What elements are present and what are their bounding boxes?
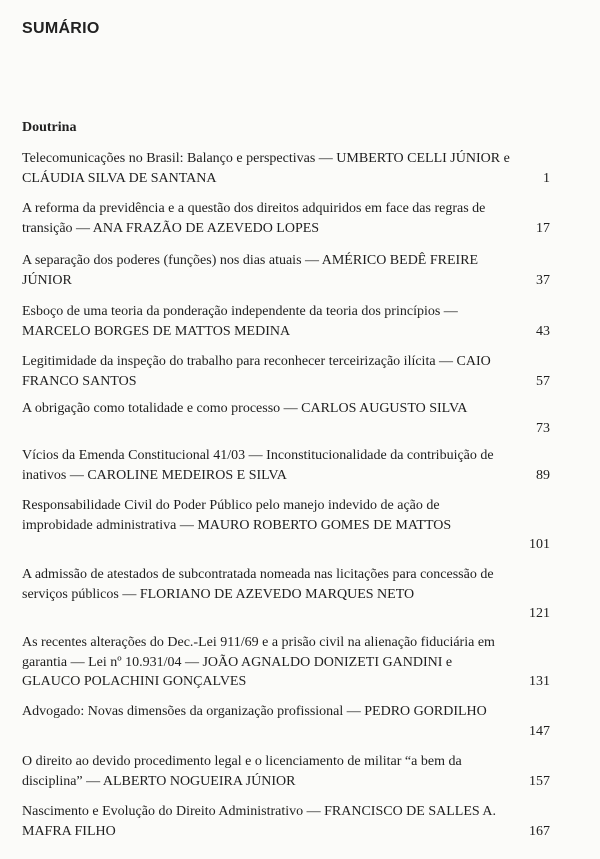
toc-entry [22, 752, 550, 791]
entry-page-number: 1 [543, 170, 550, 186]
entry-title: A separação dos poderes (funções) nos dias atuais — AMÉRICO BEDÊ FREIRE JÚNIOR [22, 253, 479, 288]
toc-entry [22, 352, 550, 391]
toc-entry [22, 802, 550, 841]
page-title: SUMÁRIO [22, 20, 100, 37]
toc-entry [22, 399, 550, 438]
entry-page-number: 43 [536, 323, 550, 339]
toc-entry [22, 496, 550, 554]
entry-page-number: 17 [536, 220, 550, 236]
entry-title: O direito ao devido procedimento legal e o licenciamento de militar “a bem da disciplina” — ALBERTO NOGUEIRA JÚNIOR [22, 754, 462, 789]
entry-title: Legitimidade da inspeção do trabalho para reconhecer terceirização ilícita — CAIO FRANCO SANTOS [22, 354, 491, 389]
table-of-contents [22, 149, 550, 852]
entry-title: A admissão de atestados de subcontratada nomeada nas licitações para concessão de serviços públicos — FLORIANO DE AZEVEDO MARQUES NETO [22, 567, 494, 602]
entry-page-number: 57 [536, 373, 550, 389]
entry-page-number: 101 [529, 536, 550, 552]
entry-title: Nascimento e Evolução do Direito Administrativo — FRANCISCO DE SALLES A. MAFRA FILHO [22, 804, 497, 839]
entry-title: Esboço de uma teoria da ponderação independente da teoria dos princípios — MARCELO BORGES DE MATTOS MEDINA [22, 304, 458, 339]
entry-title: Responsabilidade Civil do Poder Público pelo manejo indevido de ação de improbidade administrativa — MAURO ROBERTO GOMES DE MATTOS [22, 498, 452, 533]
entry-title: A obrigação como totalidade e como processo — CARLOS AUGUSTO SILVA [22, 401, 468, 416]
entry-title: A reforma da previdência e a questão dos direitos adquiridos em face das regras de transição — ANA FRAZÃO DE AZEVEDO LOPES [22, 201, 486, 236]
toc-entry [22, 199, 550, 238]
entry-title: Advogado: Novas dimensões da organização profissional — PEDRO GORDILHO [22, 704, 487, 719]
toc-entry [22, 565, 550, 623]
entry-page-number: 167 [529, 823, 550, 839]
toc-entry [22, 446, 550, 485]
toc-entry [22, 702, 550, 741]
entry-title: Vícios da Emenda Constitucional 41/03 — Inconstitucionalidade da contribuição de inativos — CAROLINE MEDEIROS E SILVA [22, 448, 494, 483]
toc-entry [22, 251, 550, 290]
toc-entry [22, 633, 550, 691]
entry-page-number: 147 [529, 723, 550, 739]
entry-page-number: 37 [536, 272, 550, 288]
toc-entry [22, 149, 550, 188]
entry-title: As recentes alterações do Dec.-Lei 911/69 e a prisão civil na alienação fiduciária em garantia — Lei nº 10.931/04 — JOÃO AGNALDO DONIZETI GANDINI e GLAUCO POLACHINI GONÇALVES [22, 635, 495, 689]
entry-page-number: 121 [529, 605, 550, 621]
section-title: Doutrina [22, 120, 77, 135]
entry-page-number: 73 [536, 420, 550, 436]
toc-entry [22, 302, 550, 341]
entry-page-number: 89 [536, 467, 550, 483]
entry-page-number: 157 [529, 773, 550, 789]
entry-page-number: 131 [529, 673, 550, 689]
entry-title: Telecomunicações no Brasil: Balanço e perspectivas — UMBERTO CELLI JÚNIOR e CLÁUDIA SILVA DE SANTANA [22, 151, 510, 186]
